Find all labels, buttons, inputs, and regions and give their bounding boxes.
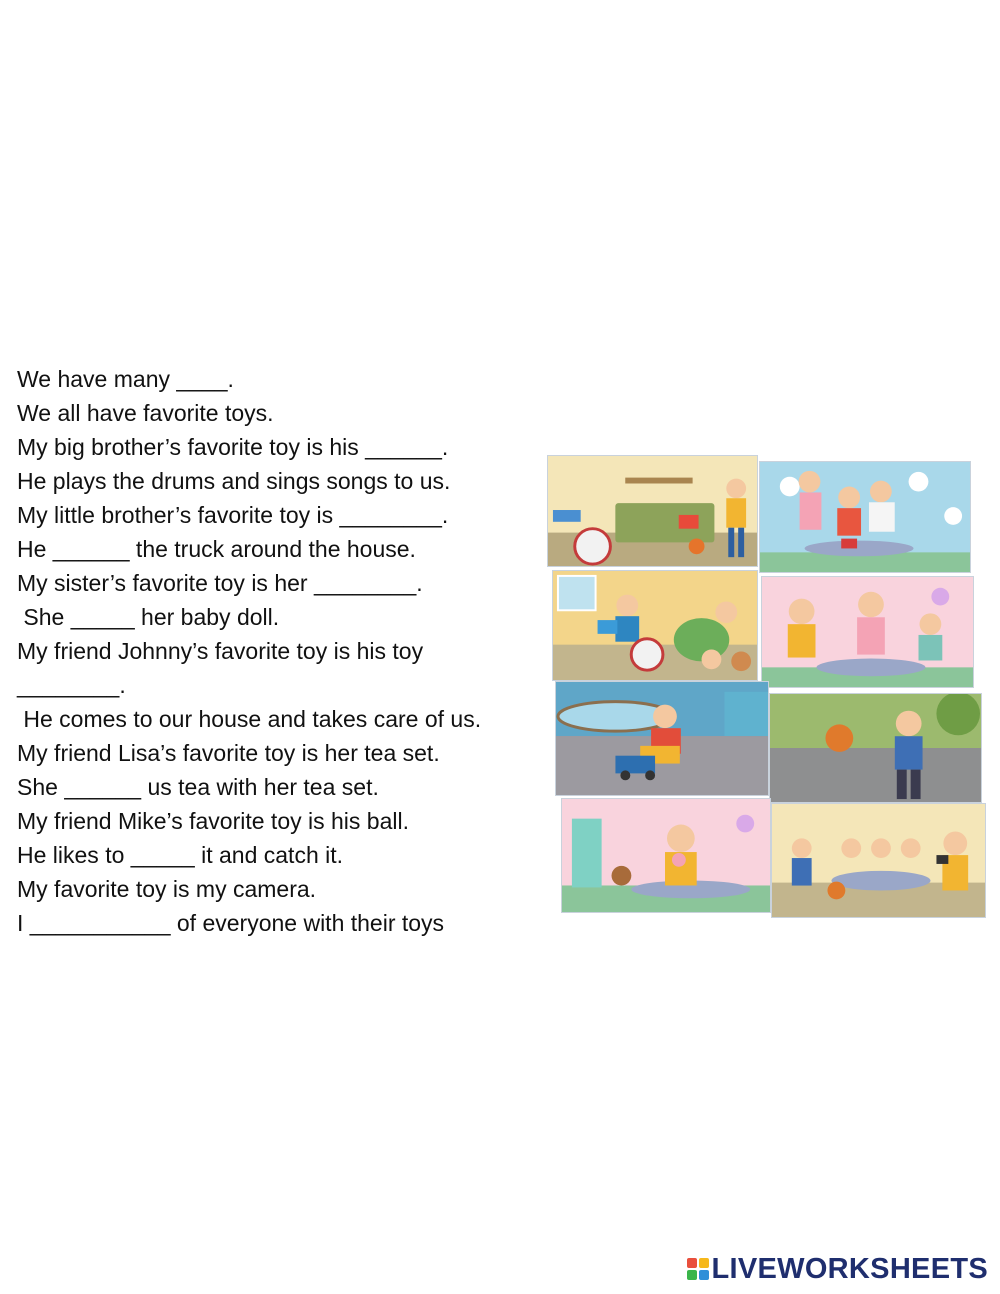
illustration-toy-truck [555, 681, 769, 796]
illustration-drums [552, 570, 758, 681]
worksheet-line: He comes to our house and takes care of us. [17, 706, 482, 732]
worksheet-line: He likes to _____ it and catch it. [17, 842, 344, 868]
illustration-doctor-play [759, 461, 971, 573]
worksheet-line: My favorite toy is my camera. [17, 876, 317, 902]
illustration-boy-toy-shelf [547, 455, 758, 567]
illustration-baby-doll [561, 798, 771, 913]
worksheet-line: My sister’s favorite toy is her ________. [17, 570, 423, 596]
worksheet-line: My friend Mike’s favorite toy is his ball. [17, 808, 409, 834]
liveworksheets-logo [687, 1253, 989, 1285]
worksheet-line: My friend Johnny’s favorite toy is his toy [17, 638, 424, 664]
worksheet-line: My little brother’s favorite toy is ________. [17, 502, 449, 528]
worksheet-line: My big brother’s favorite toy is his ______. [17, 434, 449, 460]
worksheet-line: I ___________ of everyone with their toys [17, 910, 445, 936]
illustration-camera [771, 803, 986, 918]
worksheet-line: ________. [17, 672, 126, 698]
worksheet-line: My friend Lisa’s favorite toy is her tea set. [17, 740, 440, 766]
illustration-ball [769, 693, 982, 803]
worksheet-line: We have many ____. [17, 366, 234, 392]
logo-text: LIVEWORKSHEETS [711, 1252, 988, 1285]
worksheet-text [17, 362, 547, 940]
illustration-tea-party [761, 576, 974, 688]
logo-mark-icon [687, 1258, 709, 1280]
worksheet-line: She ______ us tea with her tea set. [17, 774, 379, 800]
worksheet-line: He ______ the truck around the house. [17, 536, 416, 562]
worksheet-line: We all have favorite toys. [17, 400, 274, 426]
worksheet-line: She _____ her baby doll. [17, 604, 280, 630]
worksheet-line: He plays the drums and sings songs to us. [17, 468, 451, 494]
